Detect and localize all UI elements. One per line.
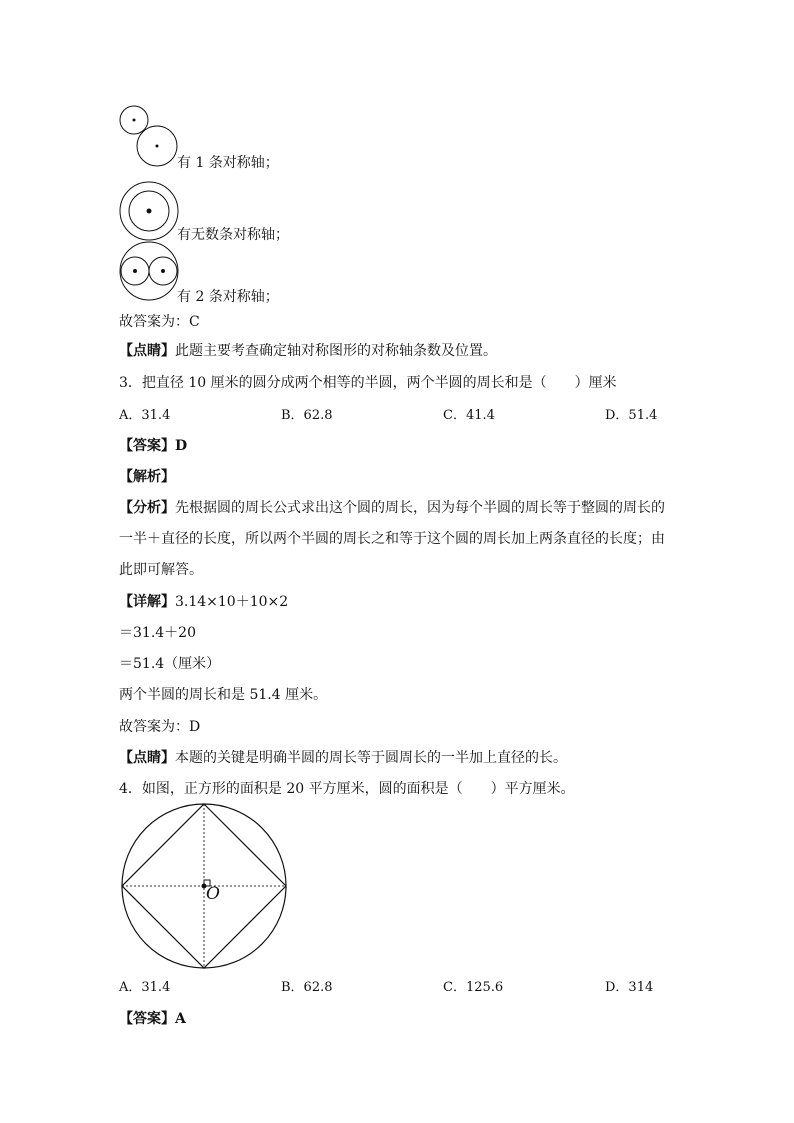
center-label: O	[206, 884, 220, 904]
q4-option-d: D．314	[605, 980, 654, 995]
comment-text: 本题的关键是明确半圆的周长等于圆周长的一半加上直径的长。	[175, 750, 567, 766]
q3-option-b: B．62.8	[281, 408, 333, 423]
detail-text-1: 3.14×10＋10×2	[175, 594, 289, 610]
q4-option-b: B．62.8	[281, 980, 333, 995]
q3-fenxi-line1	[119, 499, 665, 517]
comment-text: 此题主要考查确定轴对称图形的对称轴条数及位置。	[175, 343, 497, 359]
figure3-caption: 有 2 条对称轴；	[177, 289, 279, 305]
q4-stem: 4．如图，正方形的面积是 20 平方厘米，圆的面积是（ ）平方厘米。	[119, 781, 575, 797]
q3-fenxi-line3: 此即可解答。	[119, 562, 203, 578]
concentric-circles-figure	[119, 180, 181, 242]
two-circles-in-circle-figure	[119, 242, 181, 304]
q3-option-c: C．41.4	[443, 408, 495, 423]
q4-answer: 【答案】A	[119, 1011, 186, 1027]
fenxi-tag: 【分析】	[119, 500, 175, 516]
two-circles-figure	[118, 104, 180, 170]
q3-detail-line2: ＝31.4＋20	[119, 625, 196, 641]
q3-option-a: A．31.4	[119, 408, 171, 423]
fenxi-text-1: 先根据圆的周长公式求出这个圆的周长，因为每个半圆的周长等于整圆的周长的	[175, 500, 665, 516]
q3-detail-line3: ＝51.4（厘米）	[119, 656, 221, 672]
detail-tag: 【详解】	[119, 594, 175, 610]
q3-answer: 【答案】D	[119, 438, 188, 454]
q3-answer-line: 故答案为：D	[119, 719, 201, 735]
q3-analysis-header: 【解析】	[119, 469, 175, 485]
q4-option-c: C．125.6	[443, 980, 504, 995]
comment-tag: 【点睛】	[119, 750, 175, 766]
q3-detail-line1	[119, 593, 288, 611]
figure1-caption: 有 1 条对称轴；	[177, 155, 279, 171]
comment-tag: 【点睛】	[119, 343, 175, 359]
figure2-caption: 有无数条对称轴；	[177, 227, 289, 243]
q3-fenxi-line2: 一半＋直径的长度，所以两个半圆的周长之和等于这个圆的周长加上两条直径的长度；由	[119, 531, 665, 547]
q3-option-d: D．51.4	[605, 408, 658, 423]
q3-comment	[119, 749, 567, 767]
prev-comment	[119, 342, 497, 360]
q3-stem: 3．把直径 10 厘米的圆分成两个相等的半圆，两个半圆的周长和是（ ）厘米	[119, 375, 617, 391]
q3-conclusion: 两个半圆的周长和是 51.4 厘米。	[119, 687, 328, 703]
prev-answer-line: 故答案为：C	[119, 314, 200, 330]
q4-option-a: A．31.4	[119, 980, 171, 995]
